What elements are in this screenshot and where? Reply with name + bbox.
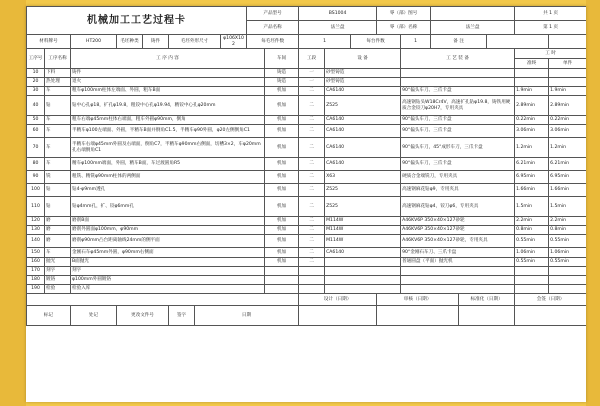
op-unit: 1.66min (549, 184, 586, 197)
op-equipment: CA6140 (325, 248, 401, 258)
footer-design: 设计（日期） (299, 294, 377, 306)
op-prep: 3.06min (515, 125, 549, 138)
op-content: 退火 (71, 78, 265, 87)
op-unit: 6.95min (549, 171, 586, 184)
op-unit: 0.22min (549, 116, 586, 125)
per-unit: 1 (401, 35, 431, 49)
op-name: 镀铬 (45, 276, 71, 285)
op-no: 170 (27, 267, 45, 276)
op-tooling (401, 276, 515, 285)
per-unit-label: 每台件数 (351, 35, 401, 49)
op-equipment (325, 285, 401, 294)
op-no: 110 (27, 197, 45, 217)
op-content: 粗车右端φ45mm柱体右端面，粗车外圆φ90mm，倒角 (71, 116, 265, 125)
op-no: 50 (27, 116, 45, 125)
op-tooling: 硬质合金端铣刀，专用夹具 (401, 171, 515, 184)
op-section: 二 (299, 87, 325, 96)
op-no: 100 (27, 184, 45, 197)
op-section: 二 (299, 184, 325, 197)
op-name: 钻 (45, 184, 71, 197)
blank-type: 铸件 (143, 35, 169, 49)
op-name: 车 (45, 248, 71, 258)
col-workshop: 车间 (265, 49, 299, 69)
op-name: 铣 (45, 171, 71, 184)
part-name: 法兰盘 (431, 21, 515, 35)
total-pages: 共 1 页 (515, 7, 586, 21)
op-no: 10 (27, 69, 45, 78)
op-name: 车 (45, 87, 71, 96)
op-workshop: 机加 (265, 138, 299, 158)
footer-date: 日期 (195, 306, 299, 326)
op-tooling: 90°偏头车刀，三爪卡盘 (401, 116, 515, 125)
process-card-sheet (26, 6, 586, 402)
op-unit (549, 276, 586, 285)
op-content: φ100mm外圆镀铬 (71, 276, 265, 285)
op-content: 精车φ100mm端面，外圆，精车B面，车过渡圆角R5 (71, 158, 265, 171)
op-equipment: M114W (325, 226, 401, 235)
op-workshop: 机加 (265, 258, 299, 267)
op-unit: 1.06min (549, 248, 586, 258)
op-section: 二 (299, 158, 325, 171)
op-equipment: Z525 (325, 197, 401, 217)
op-tooling: 90°偏头车刀、三爪卡盘 (401, 87, 515, 96)
op-workshop: 机加 (265, 235, 299, 248)
op-section: 二 (299, 226, 325, 235)
op-workshop: 机加 (265, 158, 299, 171)
op-section: 二 (299, 96, 325, 116)
op-no: 80 (27, 158, 45, 171)
process-row (27, 171, 587, 184)
op-unit: 0.55min (549, 258, 586, 267)
background-right (586, 0, 600, 406)
op-content: 钻4-φ9mm透孔 (71, 184, 265, 197)
op-workshop: 铸造 (265, 78, 299, 87)
blank-type-label: 毛坯种类 (117, 35, 143, 49)
op-equipment: Z525 (325, 184, 401, 197)
op-no: 70 (27, 138, 45, 158)
product-model: BS1004 (299, 7, 377, 21)
op-no: 20 (27, 78, 45, 87)
op-name: 检验 (45, 285, 71, 294)
op-tooling: A46KV6P 350×40×127砂轮，专用夹具 (401, 235, 515, 248)
op-workshop: 铸造 (265, 69, 299, 78)
process-row (27, 96, 587, 116)
op-prep: 1.66min (515, 184, 549, 197)
op-equipment: CA6140 (325, 87, 401, 96)
op-tooling: 90°金刚石车刀、三爪卡盘 (401, 248, 515, 258)
op-name: 抛光 (45, 258, 71, 267)
footer-change-doc: 更改文件号 (117, 306, 169, 326)
op-no: 40 (27, 96, 45, 116)
op-prep (515, 285, 549, 294)
op-name: 车 (45, 158, 71, 171)
op-content: 粗铣、精铣φ90mm柱体的两侧面 (71, 171, 265, 184)
op-unit: 2.2min (549, 217, 586, 226)
op-section: 二 (299, 235, 325, 248)
op-unit: 2.89min (549, 96, 586, 116)
op-prep: 2.89min (515, 96, 549, 116)
material-label: 材料牌号 (27, 35, 71, 49)
op-name: 磨 (45, 217, 71, 226)
op-equipment: X63 (325, 171, 401, 184)
op-equipment (325, 267, 401, 276)
op-unit: 0.8min (549, 226, 586, 235)
op-no: 160 (27, 258, 45, 267)
op-equipment (325, 276, 401, 285)
op-unit (549, 267, 586, 276)
col-hours: 工 时 (515, 49, 586, 59)
op-equipment: CA6140 (325, 158, 401, 171)
op-content: 粗车φ100mm柱体左端面、外圆，粗车B面 (71, 87, 265, 96)
op-workshop: 机加 (265, 87, 299, 96)
op-unit: 6.21min (549, 158, 586, 171)
op-equipment: CA6140 (325, 125, 401, 138)
op-content: 金刚石车φ45mm外圆，φ90mm右侧面 (71, 248, 265, 258)
op-section: 二 (299, 171, 325, 184)
blank-size: φ106X102 (221, 35, 247, 49)
part-no-label: 零（部）图号 (377, 7, 431, 21)
col-tooling: 工 艺 装 备 (401, 49, 515, 69)
op-content: 检验入库 (71, 285, 265, 294)
op-prep: 6.21min (515, 158, 549, 171)
op-tooling: A46KV6P 350×40×127砂轮 (401, 217, 515, 226)
per-blank-label: 每毛坯件数 (247, 35, 299, 49)
col-prep: 准终 (515, 59, 549, 69)
part-name-label: 零（部）名称 (377, 21, 431, 35)
op-workshop: 机加 (265, 217, 299, 226)
op-equipment: CA6140 (325, 116, 401, 125)
product-name-label: 产品名称 (247, 21, 299, 35)
op-no: 90 (27, 171, 45, 184)
op-section (299, 285, 325, 294)
process-row (27, 87, 587, 96)
op-equipment: 砂型铸造 (325, 69, 401, 78)
op-equipment: 砂型铸造 (325, 78, 401, 87)
process-row (27, 217, 587, 226)
process-row (27, 158, 587, 171)
process-card-table (26, 6, 586, 326)
op-name: 车 (45, 125, 71, 138)
op-prep (515, 69, 549, 78)
process-row (27, 184, 587, 197)
op-section: 二 (299, 248, 325, 258)
op-tooling: A46KV6P 350×40×127砂轮 (401, 226, 515, 235)
footer-sign: 签字 (169, 306, 195, 326)
op-section: 二 (299, 217, 325, 226)
process-row (27, 285, 587, 294)
op-tooling: 90°偏头车刀、三爪卡盘 (401, 125, 515, 138)
op-name: 刻字 (45, 267, 71, 276)
footer-countersign: 会签（日期） (515, 294, 586, 306)
op-no: 180 (27, 276, 45, 285)
process-row (27, 125, 587, 138)
op-equipment: Z525 (325, 96, 401, 116)
op-no: 120 (27, 217, 45, 226)
page-number: 第 1 页 (515, 21, 586, 35)
op-prep: 0.55min (515, 235, 549, 248)
footer-count: 处记 (71, 306, 117, 326)
product-model-label: 产品型号 (247, 7, 299, 21)
op-section: 二 (299, 125, 325, 138)
op-unit: 1.5min (549, 197, 586, 217)
process-row (27, 276, 587, 285)
op-equipment (325, 258, 401, 267)
op-tooling: 高速钢钻头W18Cr4V，高速扩孔钻φ19.8，铸铁用硬质合金铰刀φ20H7，专用夹具 (401, 96, 515, 116)
op-name: 磨 (45, 226, 71, 235)
op-tooling: 普通圆盘（平面）抛光机 (401, 258, 515, 267)
op-prep (515, 267, 549, 276)
process-row (27, 235, 587, 248)
process-row (27, 197, 587, 217)
op-content: 铸件 (71, 69, 265, 78)
op-equipment: CA6140 (325, 138, 401, 158)
op-name: 下料 (45, 69, 71, 78)
op-unit (549, 285, 586, 294)
op-workshop: 机加 (265, 116, 299, 125)
op-name: 钻 (45, 96, 71, 116)
op-unit (549, 78, 586, 87)
op-content: 磨削φ90mm凸台距离轴线24mm的侧平面 (71, 235, 265, 248)
op-prep: 0.55min (515, 258, 549, 267)
op-prep: 1.9min (515, 87, 549, 96)
op-workshop: 机加 (265, 248, 299, 258)
col-equipment: 设 备 (325, 49, 401, 69)
process-row (27, 248, 587, 258)
op-section (299, 267, 325, 276)
op-name: 车 (45, 116, 71, 125)
op-workshop: 机加 (265, 125, 299, 138)
op-tooling: 高速钢麻花钻φ4，铰刀φ6，专用夹具 (401, 197, 515, 217)
op-unit (549, 69, 586, 78)
process-row (27, 138, 587, 158)
op-workshop: 机加 (265, 226, 299, 235)
op-section: 二 (299, 197, 325, 217)
op-unit: 1.9min (549, 87, 586, 96)
op-tooling: 高速钢麻花钻φ9，专用夹具 (401, 184, 515, 197)
col-section: 工段 (299, 49, 325, 69)
op-workshop (265, 267, 299, 276)
op-no: 150 (27, 248, 45, 258)
op-prep: 0.8min (515, 226, 549, 235)
op-tooling (401, 78, 515, 87)
op-prep: 1.5min (515, 197, 549, 217)
footer-mark: 标记 (27, 306, 71, 326)
op-prep (515, 78, 549, 87)
op-prep: 1.2min (515, 138, 549, 158)
blank-size-label: 毛坯外形尺寸 (169, 35, 221, 49)
op-section (299, 276, 325, 285)
op-section: 一 (299, 78, 325, 87)
op-prep: 0.22min (515, 116, 549, 125)
op-workshop: 机加 (265, 184, 299, 197)
op-name: 车 (45, 138, 71, 158)
material: HT200 (71, 35, 117, 49)
col-op-no: 工序号 (27, 49, 45, 69)
remark-label: 备 注 (431, 35, 487, 49)
per-blank: 1 (299, 35, 351, 49)
process-row (27, 69, 587, 78)
op-workshop: 机加 (265, 171, 299, 184)
op-content: 钻φ4mm孔，扩、铰φ6mm孔 (71, 197, 265, 217)
op-no: 190 (27, 285, 45, 294)
op-content: 磨削B面 (71, 217, 265, 226)
op-tooling (401, 267, 515, 276)
remark (487, 35, 549, 49)
op-workshop (265, 285, 299, 294)
op-no: 130 (27, 226, 45, 235)
op-name: 磨 (45, 235, 71, 248)
op-section: 二 (299, 258, 325, 267)
op-unit: 0.55min (549, 235, 586, 248)
op-section: 二 (299, 116, 325, 125)
op-section: 二 (299, 138, 325, 158)
op-no: 140 (27, 235, 45, 248)
op-prep: 2.2min (515, 217, 549, 226)
footer-review: 审核（日期） (377, 294, 459, 306)
op-content: 钻中心孔φ18，扩孔φ19.8，粗铰中心孔φ19.94，精铰中心孔φ20mm (71, 96, 265, 116)
op-workshop (265, 276, 299, 285)
op-workshop: 机加 (265, 96, 299, 116)
op-workshop: 机加 (265, 197, 299, 217)
card-title: 机械加工工艺过程卡 (27, 7, 247, 35)
op-content: 磨削外圆面φ100mm，φ90mm (71, 226, 265, 235)
op-tooling: 90°偏头车刀，45°成形车刀，三爪卡盘 (401, 138, 515, 158)
op-prep (515, 276, 549, 285)
part-no (431, 7, 515, 21)
op-equipment: M114W (325, 217, 401, 226)
op-section: 一 (299, 69, 325, 78)
op-equipment: M114W (325, 235, 401, 248)
footer-standard: 标准化（日期） (459, 294, 515, 306)
background-left (0, 0, 26, 406)
op-unit: 3.06min (549, 125, 586, 138)
op-no: 60 (27, 125, 45, 138)
process-row (27, 116, 587, 125)
op-prep: 6.95min (515, 171, 549, 184)
op-no: 30 (27, 87, 45, 96)
op-content: B面抛光 (71, 258, 265, 267)
op-tooling (401, 285, 515, 294)
col-op-name: 工序名称 (45, 49, 71, 69)
op-name: 钻 (45, 197, 71, 217)
process-row (27, 226, 587, 235)
op-content: 刻字 (71, 267, 265, 276)
process-row (27, 258, 587, 267)
op-name: 热处理 (45, 78, 71, 87)
op-content: 半精车右端φ45mm外圆及右端面，倒角C7，半精车φ90mm右侧面，切槽3×2，车φ20mm孔右端倒角C1 (71, 138, 265, 158)
product-name: 法兰盘 (299, 21, 377, 35)
op-tooling: 90°偏头车刀，三爪卡盘 (401, 158, 515, 171)
op-unit: 1.2min (549, 138, 586, 158)
op-tooling (401, 69, 515, 78)
col-content: 工 序 内 容 (71, 49, 265, 69)
op-content: 半精车φ100左端面、外圆，半精车B面并倒角C1.5，半精车φ90外圆，φ20左侧倒角C1 (71, 125, 265, 138)
col-unit: 单件 (549, 59, 586, 69)
process-row (27, 78, 587, 87)
process-row (27, 267, 587, 276)
op-prep: 1.06min (515, 248, 549, 258)
